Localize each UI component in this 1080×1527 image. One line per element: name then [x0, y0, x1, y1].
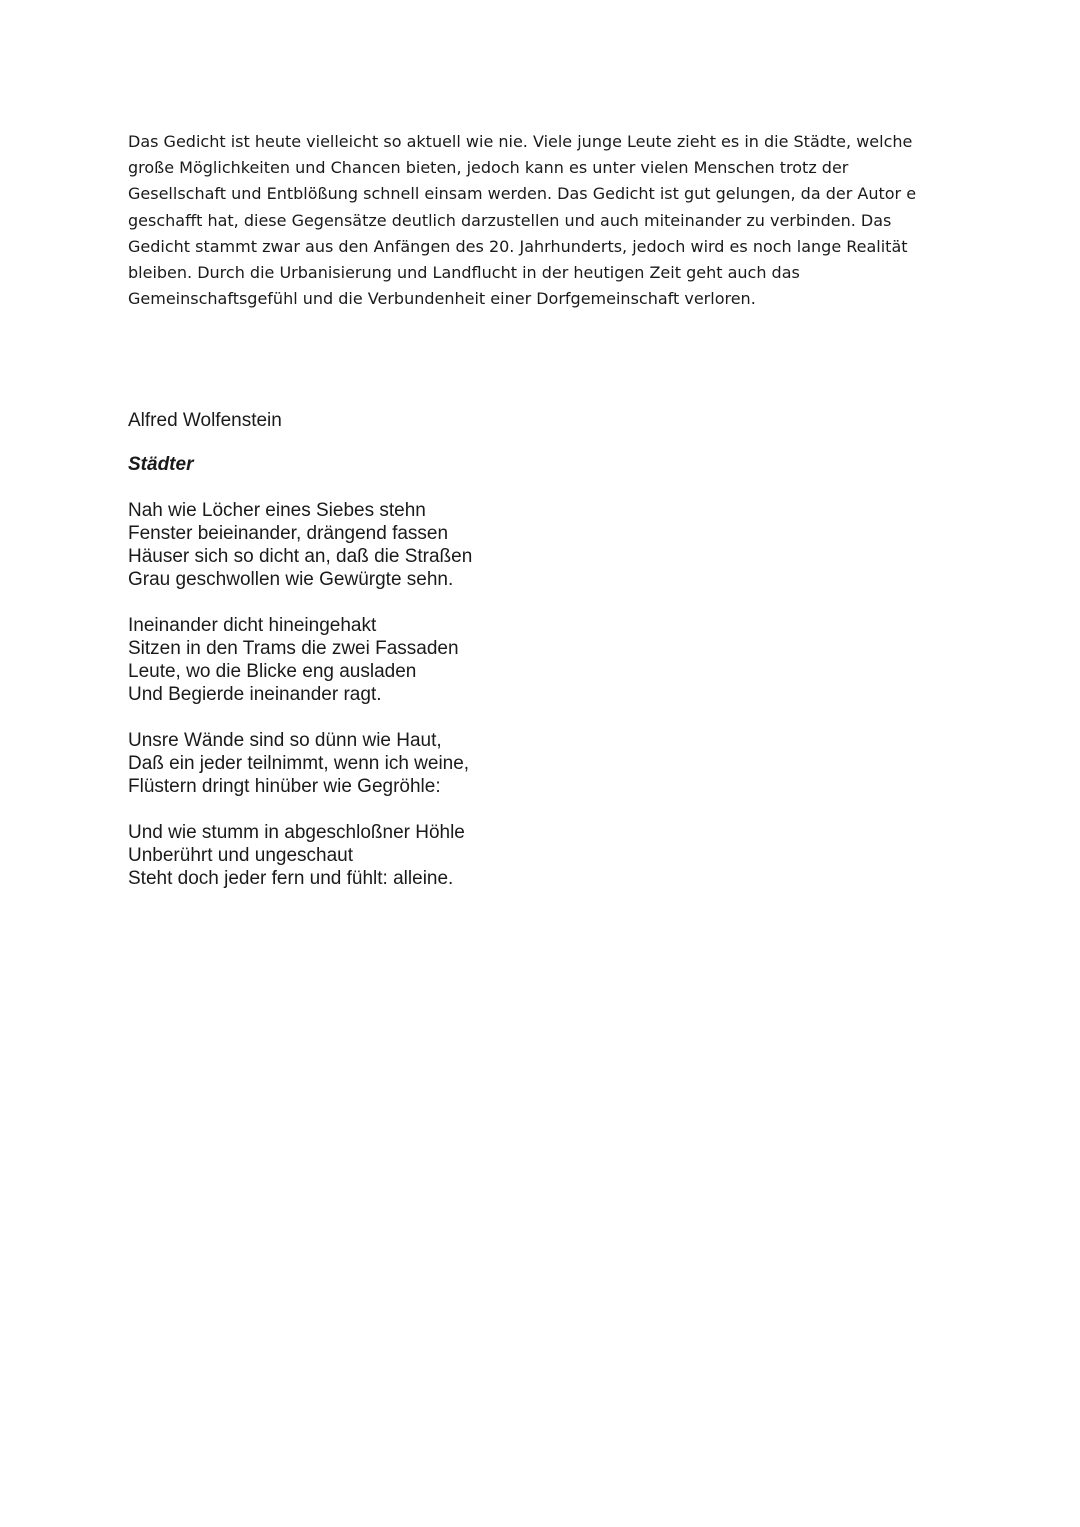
poem-author: Alfred Wolfenstein — [128, 410, 282, 431]
poem-verse: Leute, wo die Blicke eng ausladen — [128, 661, 417, 682]
poem — [128, 409, 728, 913]
poem-title: Städter — [128, 454, 194, 475]
poem-verse: Und wie stumm in abgeschloßner Höhle — [128, 822, 465, 843]
poem-verse: Grau geschwollen wie Gewürgte sehn. — [128, 569, 454, 590]
poem-verse: Häuser sich so dicht an, daß die Straßen — [128, 546, 473, 567]
poem-verse: Ineinander dicht hineingehakt — [128, 615, 377, 636]
poem-stanza-4 — [128, 821, 728, 890]
poem-stanza-1 — [128, 499, 728, 591]
poem-verse: Daß ein jeder teilnimmt, wenn ich weine, — [128, 753, 470, 774]
poem-verse: Unsre Wände sind so dünn wie Haut, — [128, 730, 442, 751]
essay-line: Das Gedicht ist heute vielleicht so aktuell wie nie. Viele junge Leute zieht es in die Städte, welche — [128, 132, 913, 151]
poem-verse: Nah wie Löcher eines Siebes stehn — [128, 500, 426, 521]
essay-line: Gedicht stammt zwar aus den Anfängen des 20. Jahrhunderts, jedoch wird es noch lange Realität — [128, 236, 908, 256]
essay-line: Gemeinschaftsgefühl und die Verbundenheit einer Dorfgemeinschaft verloren. — [128, 289, 756, 309]
essay-line: Gesellschaft und Entblößung schnell einsam werden. Das Gedicht ist gut gelungen, da der Autor e — [128, 184, 917, 204]
essay-line: bleiben. Durch die Urbanisierung und Landflucht in der heutigen Zeit geht auch das — [128, 263, 800, 283]
essay-line: geschafft hat, diese Gegensätze deutlich darzustellen und auch miteinander zu verbinden. Das — [128, 210, 892, 230]
poem-verse: Sitzen in den Trams die zwei Fassaden — [128, 638, 459, 659]
poem-stanzas — [128, 499, 728, 890]
poem-verse: Und Begierde ineinander ragt. — [128, 684, 382, 705]
poem-verse: Flüstern dringt hinüber wie Gegröhle: — [128, 776, 441, 797]
poem-stanza-2 — [128, 614, 728, 706]
poem-stanza-3 — [128, 729, 728, 798]
essay-paragraph — [128, 129, 928, 312]
poem-verse: Steht doch jeder fern und fühlt: alleine. — [128, 868, 454, 889]
poem-verse: Unberührt und ungeschaut — [128, 845, 353, 866]
essay-line: große Möglichkeiten und Chancen bieten, jedoch kann es unter vielen Menschen trotz der — [128, 158, 849, 178]
poem-verse: Fenster beieinander, drängend fassen — [128, 523, 449, 544]
